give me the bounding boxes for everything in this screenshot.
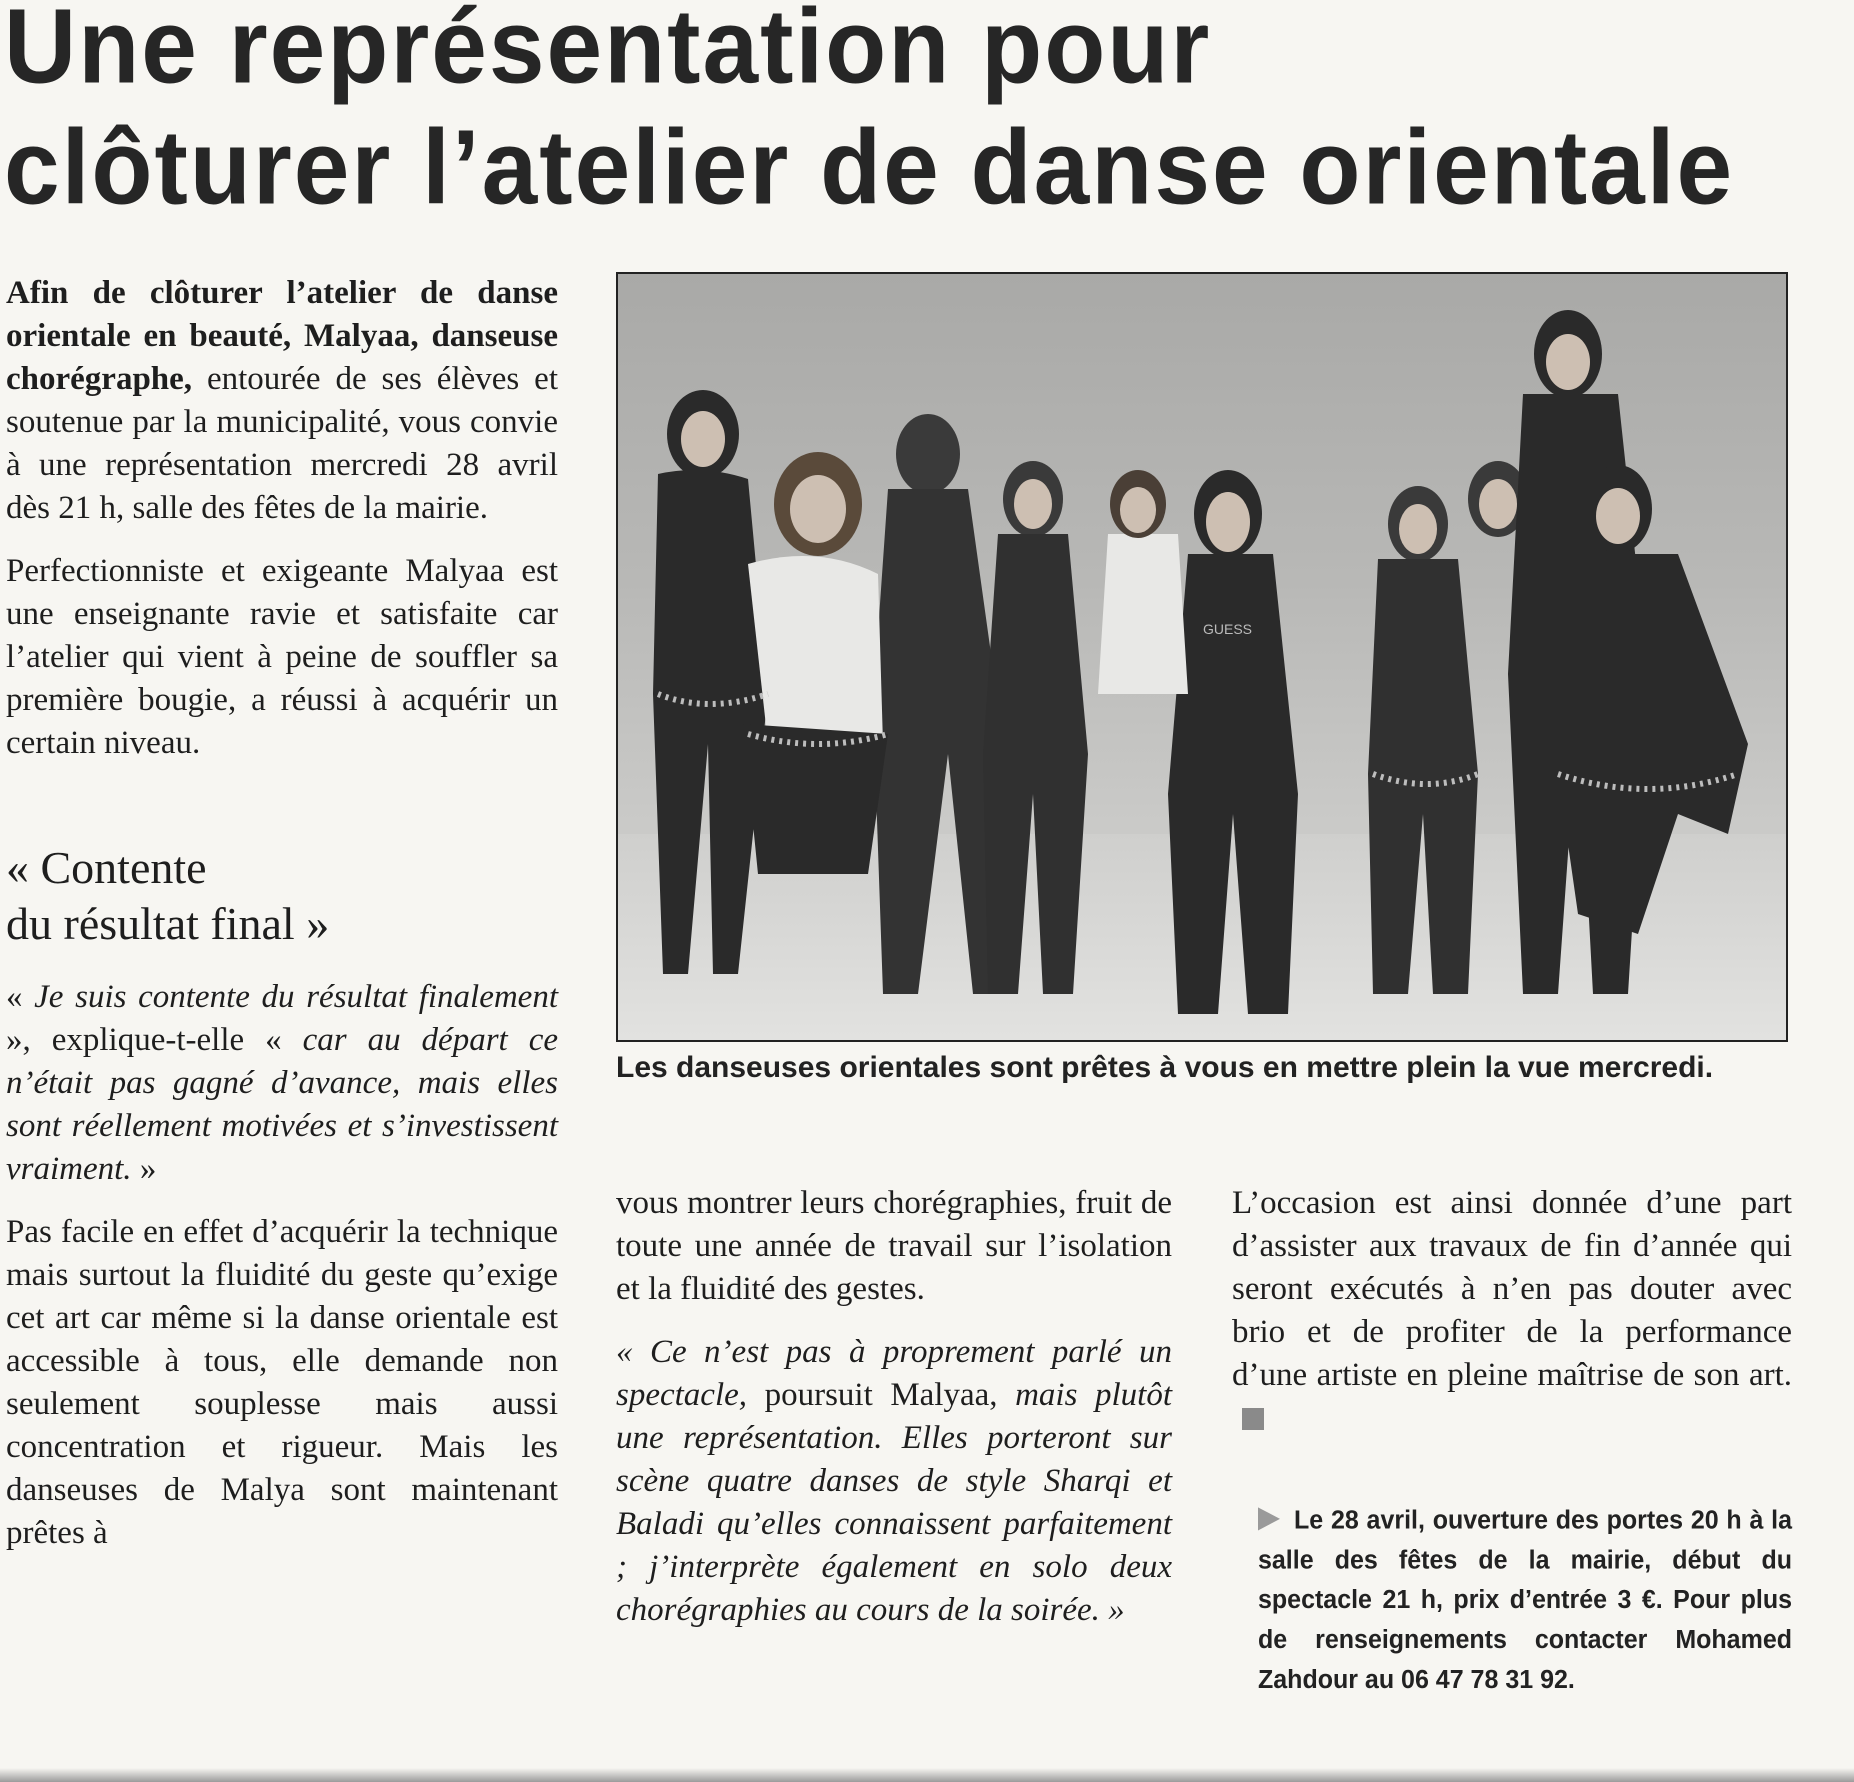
paragraph-2: Perfectionniste et exigeante Malyaa est une enseignante ravie et satisfaite car l’atelier qui vient à peine de souffler sa première bougie, a réussi à acquérir un certain niveau. (6, 553, 558, 761)
subheading-line-2: du résultat final » (6, 898, 330, 949)
triangle-bullet-icon (1258, 1507, 1280, 1530)
headline (4, 0, 1764, 228)
column-3 (1232, 1182, 1792, 1440)
headline-line-2: clôturer l’atelier de danse orientale (4, 107, 1735, 227)
col2-paragraph-1: vous montrer leurs chorégraphies, fruit de toute une année de travail sur l’isolation et la fluidité des gestes. (616, 1185, 1172, 1307)
column-2 (616, 1182, 1172, 1632)
col3-paragraph-1 (1232, 1182, 1792, 1440)
dancers-illustration (618, 274, 1786, 1040)
intro-paragraph (6, 272, 558, 530)
col2-quote-c: mais plutôt une représentation. Elles porteront sur scène quatre danses de style Sharqi et Baladi qu’elles connaissent parfaitement ; j’interprète également en solo deux chorégraphies au cours de la soirée. » (616, 1377, 1172, 1628)
photo-caption: Les danseuses orientales sont prêtes à vous en mettre plein la vue mercredi. (616, 1051, 1714, 1084)
col2-quote-a: « Ce n’est pas à proprement parlé un spectacle, (616, 1334, 1172, 1413)
paragraph-4: Pas facile en effet d’acquérir la technique mais surtout la fluidité du geste qu’exige cet art car même si la danse orientale est accessible à tous, elle demande non seulement souplesse mais aussi concentration et rigueur. Mais les danseuses de Malya sont maintenant prêtes à (6, 1214, 558, 1551)
lead-text: Afin de clôturer l’atelier de danse orientale en beauté, Malyaa, danseuse chorégraphe, (6, 275, 558, 397)
col2-attribution: poursuit Malyaa, (747, 1377, 1016, 1413)
intro-text: entourée de ses élèves et soutenue par la municipalité, vous convie à une représentation mercredi 28 avril dès 21 h, salle des fêtes de la mairie. (6, 361, 558, 526)
col2-quote-paragraph (616, 1331, 1172, 1632)
event-info-text: Le 28 avril, ouverture des portes 20 h à la salle des fêtes de la mairie, début du spectacle 21 h, prix d’entrée 3 €. Pour plus de renseignements contacter Mohamed Zahdour au 06 47 78 31 92. (1258, 1505, 1792, 1695)
quote-mark-open: « (6, 979, 35, 1015)
end-of-article-icon (1242, 1408, 1264, 1430)
quote-mark-close: » (131, 1151, 157, 1187)
event-info (1258, 1500, 1792, 1700)
headline-line-1: Une représentation pour (4, 0, 1212, 106)
subheading-line-1: « Contente (6, 842, 207, 893)
dancers-photo (616, 272, 1788, 1042)
shirt-text: GUESS (1203, 621, 1253, 637)
quote-paragraph (6, 976, 558, 1191)
quote-text-2: car au départ ce n’était pas gagné d’avance, mais elles sont réellement motivées et s’investissent vraiment. (6, 1022, 558, 1187)
quote-text-1: Je suis contente du résultat finalement (34, 979, 558, 1015)
quote-attribution: », explique-t-elle « (6, 1022, 303, 1058)
col3-paragraph-text: L’occasion est ainsi donnée d’une part d’assister aux travaux de fin d’année qui seront exécutés à n’en pas douter avec brio et de profiter de la performance d’une artiste en pleine maîtrise de son art. (1232, 1185, 1792, 1393)
subheading (6, 840, 558, 952)
column-1 (6, 272, 558, 1555)
scan-edge (0, 1768, 1854, 1782)
